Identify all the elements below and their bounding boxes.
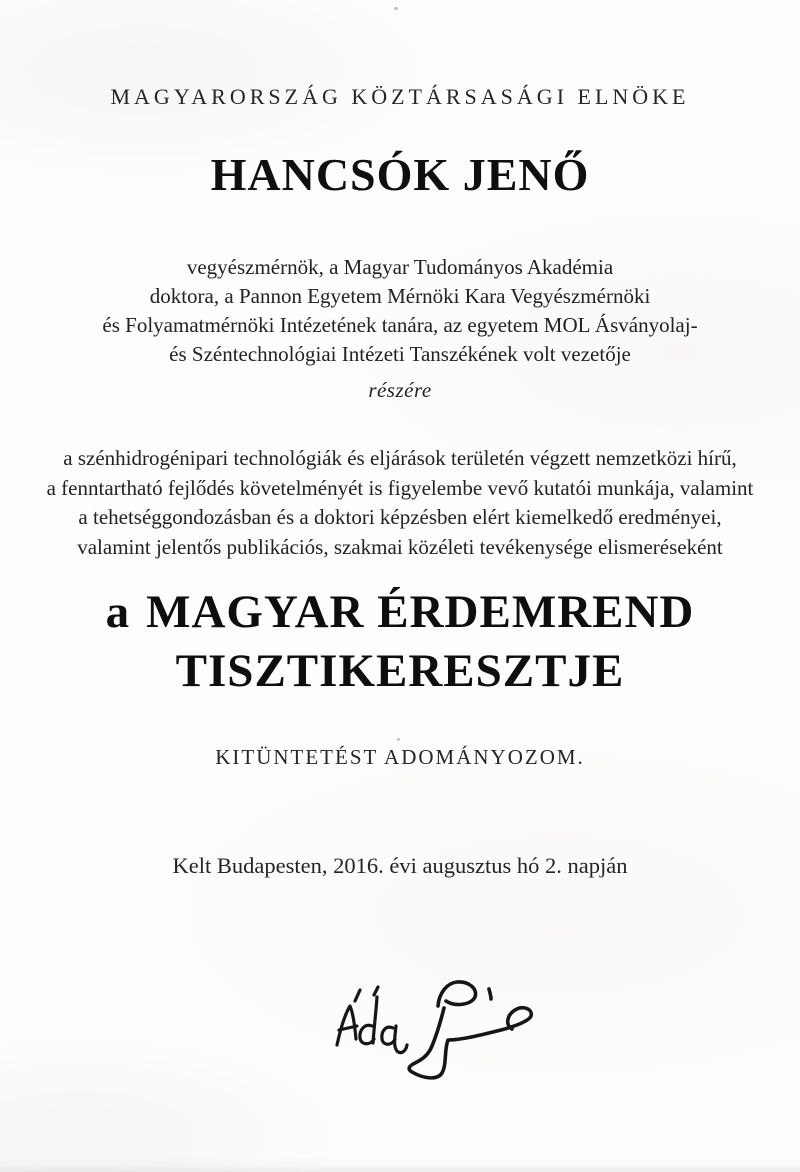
- citation-paragraph: [0, 444, 800, 562]
- recipient-description-line: és Széntechnológiai Intézeti Tanszékének volt vezetője: [169, 342, 631, 366]
- scan-speck: [394, 7, 398, 10]
- citation-line: a szénhidrogénipari technológiák és eljárások területén végzett nemzetközi hírű,: [63, 446, 737, 470]
- dative-word: részére: [368, 378, 432, 402]
- award-title-line1: [0, 583, 800, 642]
- handwritten-signature-icon: [300, 940, 620, 1100]
- citation-line: a tehetséggondozásban és a doktori képzésben elért kiemelkedő eredményei,: [78, 505, 722, 529]
- recipient-description-line: és Folyamatmérnöki Intézetének tanára, az egyetem MOL Ásványolaj-: [102, 313, 698, 337]
- recipient-name: HANCSÓK JENŐ: [210, 149, 590, 200]
- award-article: a: [105, 586, 131, 638]
- grant-statement: KITÜNTETÉST ADOMÁNYOZOM.: [215, 745, 585, 769]
- recipient-description: [0, 253, 800, 369]
- recipient-description-line: doktora, a Pannon Egyetem Mérnöki Kara Vegyészmérnöki: [149, 284, 651, 308]
- award-title: [0, 583, 800, 701]
- date-line: Kelt Budapesten, 2016. évi augusztus hó 2. napján: [172, 853, 628, 878]
- award-name-part1: MAGYAR ÉRDEMREND: [146, 586, 695, 638]
- citation-line: valamint jelentős publikációs, szakmai közéleti tevékenysége elismeréseként: [77, 534, 723, 559]
- handwritten-signature: [300, 940, 620, 1100]
- citation-line: a fenntartható fejlődés követelményét is figyelembe vevő kutatói munkája, valamint: [46, 475, 754, 500]
- recipient-description-line: vegyészmérnök, a Magyar Tudományos Akadémia: [186, 255, 614, 279]
- issuer-title: MAGYARORSZÁG KÖZTÁRSASÁGI ELNÖKE: [110, 84, 690, 109]
- award-title-line2: TISZTIKERESZTJE: [175, 645, 625, 697]
- scan-speck: [397, 738, 400, 741]
